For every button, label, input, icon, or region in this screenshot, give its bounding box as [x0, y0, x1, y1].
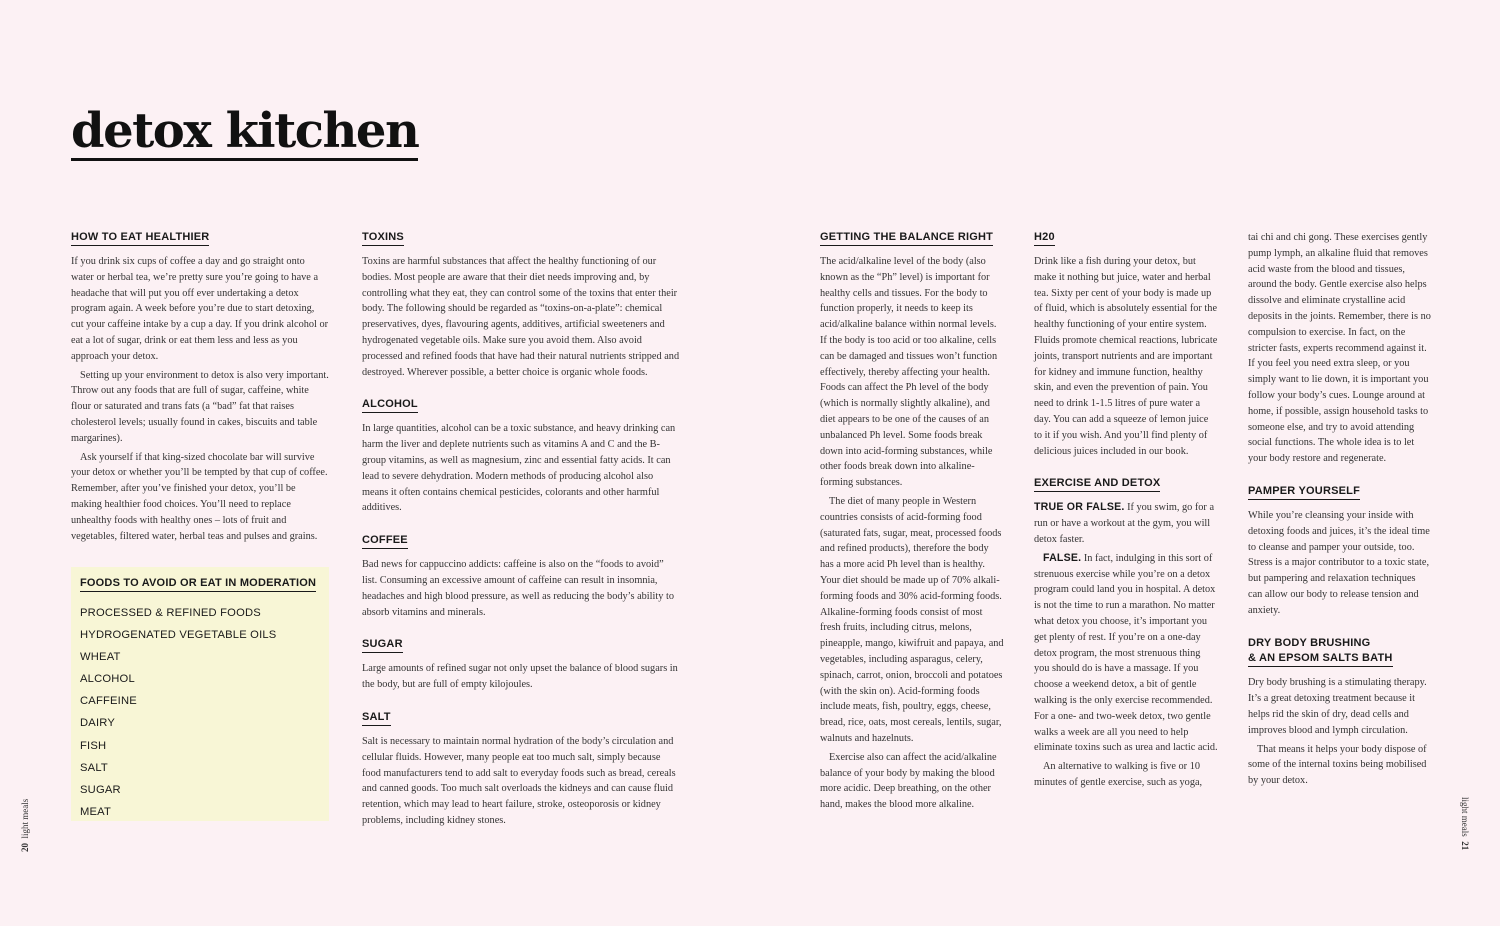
heading-how-to-eat-healthier: HOW TO EAT HEALTHIER [71, 231, 209, 246]
page-number: 20 [20, 843, 30, 852]
section-toxins [362, 230, 680, 380]
section-coffee [362, 533, 680, 620]
heading-epsom-salts-bath: & AN EPSOM SALTS BATH [1248, 652, 1393, 667]
paragraph: Bad news for cappuccino addicts: caffeine is also on the “foods to avoid” list. Consuming an excessive amount of caffeine can result in insomnia, headaches and high blood pressure, as well as reducing the body’s ability to absorb vitamins and minerals. [362, 559, 674, 618]
paragraph: Toxins are harmful substances that affect the healthy functioning of our bodies. Most people are aware that their diet needs improving and, by controlling what they eat, they can control some of the toxins that enter their body. The following should be regarded as “toxins-on-a-plate”: chemical preservatives, dyes, flavouring agents, additives, artificial sweeteners and hydrogenated vegetable oils. Make sure you avoid them. Also avoid processed and refined foods that have had their natural nutrients stripped and destroyed. Wherever possible, a better choice is organic whole foods. [362, 256, 680, 378]
section-sugar [362, 637, 680, 693]
paragraph-text: In fact, indulging in this sort of strenuous exercise while you’re on a detox program could land you in hospital. A detox is not the time to run a marathon. No matter what detox you choose, it’s important you get plenty of rest. If you’re on a one-day detox program, the most strenuous thing you should do is have a massage. If you choose a weekend detox, a bit of gentle walking is the only exercise recommended. For a one- and two-week detox, two gentle walks a week are all you need to help eliminate toxins such as urea and lactic acid. [1034, 552, 1218, 754]
list-item: SALT [80, 761, 108, 774]
heading-dry-body-brushing: DRY BODY BRUSHING [1248, 636, 1371, 649]
paragraph: tai chi and chi gong. These exercises gently pump lymph, an alkaline fluid that removes acid waste from the blood and tissues, around the body. Gentle exercise also helps dissolve and eliminate crystalline acid deposits in the joints. Remember, there is no compulsion to exercise. In fact, on the stricter fasts, experts recommend against it. If you feel you need extra sleep, or you simply want to lie down, it is important you follow your body’s cues. Lounge around at home, if possible, assign household tasks to someone else, and try to avoid attending social functions. The whole idea is to let your body restore and regenerate. [1248, 232, 1431, 465]
lead-false: FALSE. [1043, 551, 1082, 564]
foods-to-avoid-box [71, 567, 329, 821]
heading-exercise-and-detox: EXERCISE AND DETOX [1034, 477, 1160, 492]
paragraph: While you’re cleansing your inside with detoxing foods and juices, it’s the ideal time to cleanse and pamper your outside, too. Stress is a major contributor to a toxic state, but pampering and relaxation techniques can allow our body to release tension and anxiety. [1248, 509, 1430, 616]
heading-coffee: COFFEE [362, 534, 408, 549]
list-item: SUGAR [80, 783, 121, 796]
list-item: WHEAT [80, 651, 121, 664]
column-how-to-eat [71, 230, 329, 544]
paragraph: An alternative to walking is five or 10 minutes of gentle exercise, such as yoga, [1034, 761, 1203, 788]
section-alcohol [362, 397, 680, 516]
lead-true-or-false: TRUE OR FALSE. [1034, 501, 1125, 514]
heading-foods-to-avoid: FOODS TO AVOID OR EAT IN MODERATION [80, 577, 316, 592]
heading-sugar: SUGAR [362, 638, 403, 653]
section-exercise-continued [1248, 230, 1432, 467]
paragraph: That means it helps your body dispose of some of the internal toxins being mobilised by your detox. [1248, 743, 1427, 787]
paragraph [1034, 551, 1218, 756]
paragraph: Large amounts of refined sugar not only upset the balance of blood sugars in the body, but are full of empty kilojoules. [362, 663, 678, 691]
column-h2o [1034, 230, 1218, 791]
list-item: PROCESSED & REFINED FOODS [80, 607, 261, 619]
section-dry-body-brushing [1248, 636, 1432, 789]
paragraph: Ask yourself if that king-sized chocolate bar will survive your detox or whether you’ll be tempted by that cup of coffee. Remember, after you’ve finished your detox, you’ll be making healthier food choices. You’ll need to replace unhealthy foods with healthy ones – lots of fruit and vegetables, filtered water, herbal teas and pulses and grains. [71, 451, 328, 542]
paragraph [1034, 500, 1218, 547]
page-number: 21 [1460, 841, 1470, 851]
paragraph: Drink like a fish during your detox, but make it nothing but juice, water and herbal tea. Sixty per cent of your body is made up of fluid, which is absolutely essential for the healthy functioning of your entire system. Fluids promote chemical reactions, lubricate joints, transport nutrients and are important for kidney and immune function, healthy skin, and even the prevention of pain. You need to drink 1-1.5 litres of pure water a day. You can add a squeeze of lemon juice to it if you wish. And you’ll find plenty of delicious juices included in our book. [1034, 256, 1218, 457]
heading-salt: SALT [362, 711, 391, 726]
column-pamper [1248, 230, 1432, 789]
column-balance [820, 230, 1004, 813]
list-item: MEAT [80, 805, 112, 818]
page-title: detox kitchen [71, 103, 419, 159]
folio-left [20, 799, 30, 852]
section-exercise [1034, 476, 1218, 790]
section-h2o [1034, 230, 1218, 459]
heading-getting-the-balance-right: GETTING THE BALANCE RIGHT [820, 231, 993, 246]
section-salt [362, 710, 680, 829]
folio-right [1460, 797, 1470, 850]
paragraph: If you drink six cups of coffee a day and go straight onto water or herbal tea, we’re pretty sure you’re going to have a headache that will put you off ever undertaking a detox program again. A week before you’re due to start detoxing, cut your caffeine intake by a cup a day. If you drink alcohol or eat a lot of sugar, drink or eat them less and less as you approach your detox. [71, 256, 329, 362]
list-item: CAFFEINE [80, 695, 137, 708]
section-pamper-yourself [1248, 484, 1432, 619]
foods-list [80, 602, 320, 823]
heading-toxins: TOXINS [362, 231, 404, 246]
list-item: ALCOHOL [80, 673, 135, 686]
section-name: light meals [1460, 797, 1470, 837]
paragraph: Dry body brushing is a stimulating therapy. It’s a great detoxing treatment because it helps rid the skin of dry, dead cells and improves blood and lymph circulation. [1248, 677, 1427, 736]
column-toxins [362, 230, 680, 846]
list-item: FISH [80, 739, 107, 752]
paragraph: In large quantities, alcohol can be a toxic substance, and heavy drinking can harm the liver and deplete nutrients such as vitamins A and C and the B-group vitamins, as well as magnesium, zinc and essential fatty acids. It can lead to severe dehydration. Modern methods of producing alcohol also means it often contains chemical pesticides, colorants and other harmful additives. [362, 423, 676, 514]
heading-pamper-yourself: PAMPER YOURSELF [1248, 485, 1360, 500]
section-name: light meals [20, 798, 30, 839]
paragraph: Exercise also can affect the acid/alkaline balance of your body by making the blood more acidic. Deep breathing, on the other hand, makes the blood more alkaline. [820, 751, 997, 811]
heading-h2o: H20 [1034, 231, 1055, 246]
list-item: HYDROGENATED VEGETABLE OILS [80, 629, 277, 642]
paragraph: Salt is necessary to maintain normal hydration of the body’s circulation and cellular fluids. However, many people eat too much salt, simply because food manufacturers tend to add salt to everyday foods such as bread, cereals and canned goods. Too much salt overloads the kidneys and can cause fluid retention, which may lead to heart failure, stroke, osteoporosis or kidney problems, including kidney stones. [362, 735, 676, 826]
list-item: DAIRY [80, 717, 115, 730]
heading-alcohol: ALCOHOL [362, 398, 418, 413]
paragraph: The acid/alkaline level of the body (also known as the “Ph” level) is important for healthy cells and tissues. For the body to function properly, it needs to keep its acid/alkaline balance within normal levels. If the body is too acid or too alkaline, cells can be damaged and tissues won’t function effectively, thereby affecting your health. Foods can affect the Ph level of the body (which is normally slightly alkaline), and diet appears to be one of the causes of an unbalanced Ph level. Some foods break down into acid-forming substances, while other foods break down into alkaline-forming substances. [820, 256, 998, 489]
paragraph-text: If you swim, go for a run or have a workout at the gym, you will detox faster. [1034, 502, 1215, 545]
paragraph: Setting up your environment to detox is also very important. Throw out any foods that are full of sugar, caffeine, white flour or saturated and trans fats (a “bad” fat that raises cholesterol levels; usually found in cakes, biscuits and table margarines). [71, 369, 329, 444]
paragraph: The diet of many people in Western countries consists of acid-forming food (saturated fats, sugar, meat, processed foods and refined products), therefore the body has a more acid Ph level than is healthy. Your diet should be made up of 70% alkali-forming foods and 30% acid-forming foods. Alkaline-forming foods consist of most fresh fruits, including citrus, melons, pineapple, mango, kiwifruit and papaya, and vegetables, including asparagus, celery, spinach, carrot, onion, broccoli and potatoes (with the skin on). Acid-forming foods include meats, fish, poultry, eggs, cheese, bread, rice, oats, most cereals, lentils, sugar, walnuts and hazelnuts. [820, 495, 1004, 744]
